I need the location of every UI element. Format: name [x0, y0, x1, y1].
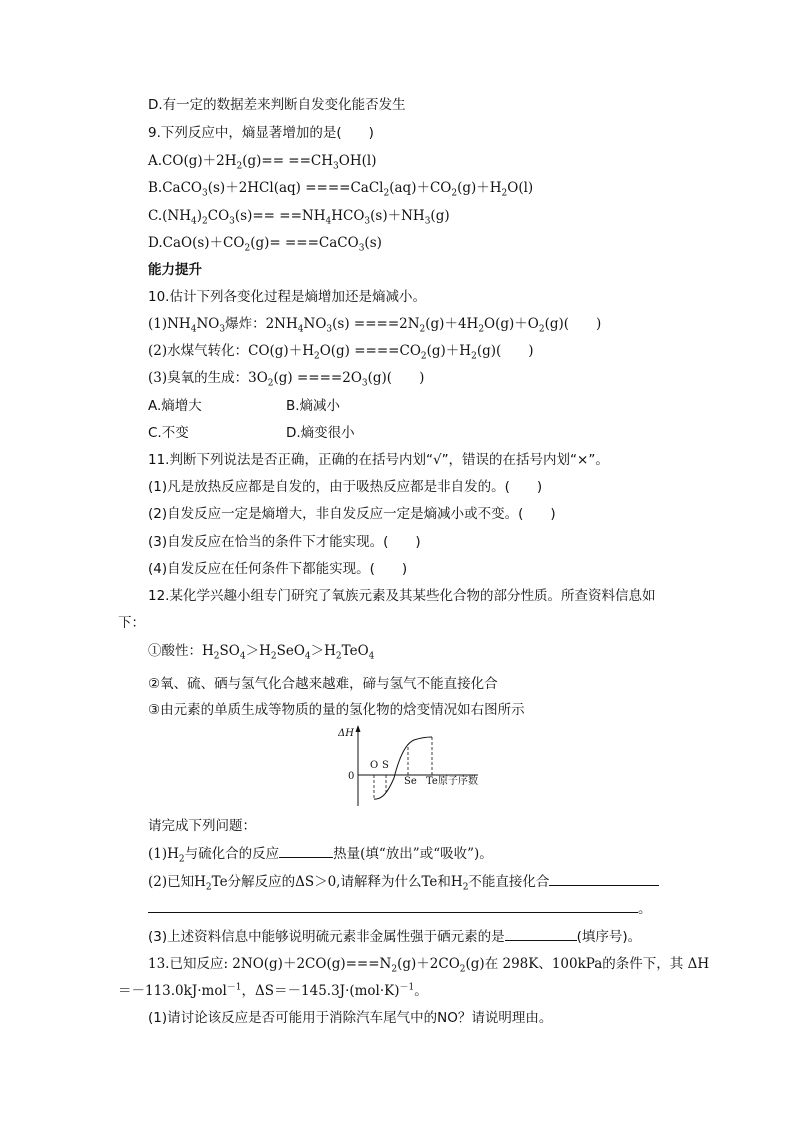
q10-part-1: $(1)NH_4NO_3$爆炸：$2NH_4NO_3(s) ====2N_2(g)+4H_2O(g)+O_2(g)$( ): [148, 316, 602, 335]
q12-sub-2: (2)已知$H_2Te$分解反应的ΔS＞0,请解释为什么Te和$H_2$不能直接化合: [148, 871, 659, 892]
q9-option-b: B.CaCO$_3$(s)＋2HCl(aq) $====CaCl_2(aq)+CO_2(g)+H_2O(l)$: [148, 180, 534, 199]
q12-stem-line-2: 下：: [118, 615, 145, 631]
q12-info-1: ①酸性：$H_2SO_4>H_2SeO_4>H_2TeO_4$: [148, 643, 375, 662]
q13-line-1: 13.已知反应: $2NO(g)+2CO(g)===N_2(g)+2CO_2(g)$在 298K、100kPa的条件下，其 ΔH: [148, 956, 710, 975]
graph-y-label: ΔH: [338, 728, 354, 739]
graph-origin-label: 0: [348, 771, 355, 782]
graph-y-arrow: [356, 725, 361, 732]
q12-ask: 请完成下列问题：: [148, 818, 256, 834]
q13-line-2: ＝－113.0kJ·mol$^{-1}$，$\Delta S=-145.3J\cdot(mol\cdot K)^{-1}$。: [118, 982, 428, 999]
enthalpy-graph: [338, 722, 488, 810]
q10-option-c: C.不变: [148, 425, 189, 441]
answer-blank-2a[interactable]: [549, 871, 659, 886]
q12-stem-line-1: 12.某化学兴趣小组专门研究了氧族元素及其某些化合物的部分性质。所查资料信息如: [148, 588, 656, 604]
q10-stem: 10.估计下列各变化过程是熵增加还是熵减小。: [148, 289, 426, 305]
answer-blank-3[interactable]: [505, 926, 577, 941]
q12-sub-3: (3)上述资料信息中能够说明硫元素非金属性强于硒元素的是 (填序号)。: [148, 926, 641, 947]
q9-option-a: $A.CO(g)+2H_2(g)== ==CH_3OH(l)$: [148, 153, 377, 172]
answer-blank-1[interactable]: [279, 843, 333, 858]
q9-option-d: $D.CaO(s)+CO_2(g)=$ ===CaCO$_3$(s): [148, 235, 382, 254]
section-title: 能力提升: [148, 262, 202, 278]
q10-option-a: A.熵增大: [148, 398, 202, 414]
q11-item-1: (1)凡是放热反应都是自发的，由于吸热反应都是非自发的。( ): [148, 479, 543, 495]
graph-label-s: S: [382, 760, 389, 771]
graph-label-o: O: [370, 760, 379, 771]
graph-x-label: 原子序数: [438, 776, 478, 787]
answer-blank-2b[interactable]: [148, 898, 638, 913]
q12-info-2: ②氧、硫、硒与氢气化合越来越难，碲与氢气不能直接化合: [148, 676, 498, 692]
q10-option-b: B.熵减小: [286, 398, 341, 414]
q9-option-c: $C.(NH_4)_2CO_3(s)== ==NH_4HCO_3(s)+NH_3(g)$: [148, 208, 450, 227]
q11-item-2: (2)自发反应一定是熵增大，非自发反应一定是熵减小或不变。( ): [148, 506, 556, 522]
q12-info-3: ③由元素的单质生成等物质的量的氢化物的焓变情况如右图所示: [148, 702, 525, 718]
graph-label-te: Te: [426, 776, 438, 787]
q10-options-row-1: [148, 396, 202, 416]
q10-option-d: D.熵变很小: [286, 425, 355, 441]
q11-stem: 11.判断下列说法是否正确，正确的在括号内划“√”，错误的在括号内划“×”。: [148, 452, 609, 468]
q11-item-3: (3)自发反应在恰当的条件下才能实现。( ): [148, 534, 421, 550]
q11-item-4: (4)自发反应在任何条件下都能实现。( ): [148, 561, 408, 577]
q9-stem: 9.下列反应中，熵显著增加的是( ): [148, 125, 374, 141]
q13-sub-1: (1)请讨论该反应是否可能用于消除汽车尾气中的NO？请说明理由。: [148, 1010, 553, 1026]
q12-sub-1: $(1)H_2$与硫化合的反应 热量(填“放出”或“吸收”)。: [148, 843, 493, 864]
graph-label-se: Se: [404, 776, 417, 787]
q10-part-3: (3)臭氧的生成：$3O_2(g) ====2O_3(g)$( ): [148, 370, 425, 389]
q8-option-d: D.有一定的数据差来判断自发变化能否发生: [148, 97, 406, 113]
q12-sub-2-continued: 。: [148, 898, 652, 919]
q10-part-2: (2)水煤气转化：$CO(g)+H_2O(g) ====CO_2(g)+H_2(g)$( ): [148, 343, 534, 362]
